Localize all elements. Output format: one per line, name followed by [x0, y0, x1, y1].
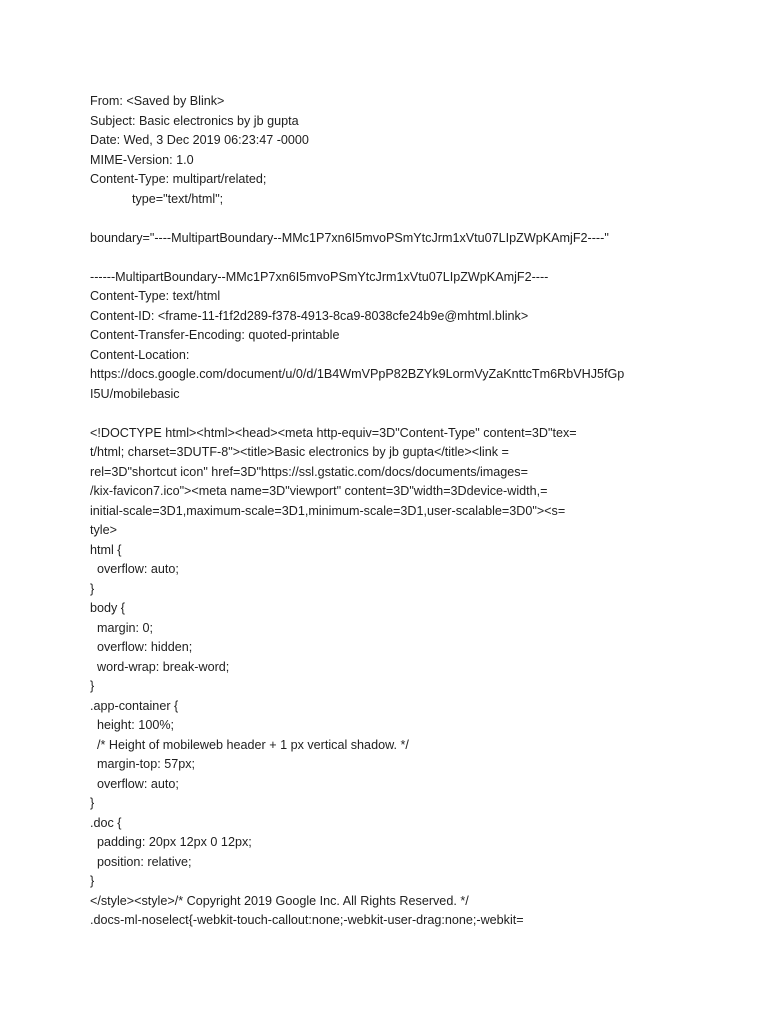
text-line: From: <Saved by Blink>: [90, 94, 225, 108]
text-line: overflow: auto;: [90, 776, 179, 791]
text-line: .doc {: [90, 815, 122, 830]
text-line: Content-Transfer-Encoding: quoted-printable: [90, 328, 340, 342]
text-line: /kix-favicon7.ico"><meta name=3D"viewport" content=3D"width=3Ddevice-width,=: [90, 484, 548, 498]
document-text: [90, 92, 730, 931]
text-line: <!DOCTYPE html><html><head><meta http-equiv=3D"Content-Type" content=3D"tex=: [90, 425, 577, 440]
text-line: .docs-ml-noselect{-webkit-touch-callout:none;-webkit-user-drag:none;-webkit=: [90, 913, 524, 927]
text-line: Date: Wed, 3 Dec 2019 06:23:47 -0000: [90, 133, 309, 147]
text-line: Content-Type: text/html: [90, 289, 221, 303]
text-line: overflow: hidden;: [90, 640, 193, 654]
text-line: }: [90, 874, 95, 888]
text-line: Content-Location:: [90, 347, 190, 362]
text-line: type="text/html";: [90, 191, 224, 206]
text-line: I5U/mobilebasic: [90, 386, 180, 401]
text-line: ------MultipartBoundary--MMc1P7xn6I5mvoPSmYtcJrm1xVtu07LIpZWpKAmjF2----: [90, 269, 549, 284]
text-line: /* Height of mobileweb header + 1 px vertical shadow. */: [90, 737, 409, 752]
text-line: overflow: auto;: [90, 562, 179, 576]
text-line: padding: 20px 12px 0 12px;: [90, 835, 252, 849]
text-line: </style><style>/* Copyright 2019 Google Inc. All Rights Reserved. */: [90, 893, 469, 908]
text-line: }: [90, 796, 95, 810]
text-line: MIME-Version: 1.0: [90, 152, 194, 167]
text-line: }: [90, 581, 95, 596]
text-line: margin-top: 57px;: [90, 757, 195, 771]
text-line: .app-container {: [90, 698, 179, 713]
text-line: t/html; charset=3DUTF-8"><title>Basic electronics by jb gupta</title><link =: [90, 445, 509, 459]
text-line: boundary="----MultipartBoundary--MMc1P7xn6I5mvoPSmYtcJrm1xVtu07LIpZWpKAmjF2----": [90, 230, 609, 245]
text-line: margin: 0;: [90, 620, 153, 635]
text-line: body {: [90, 601, 126, 615]
text-line: html {: [90, 542, 122, 557]
text-line: height: 100%;: [90, 718, 175, 732]
text-line: position: relative;: [90, 854, 192, 869]
text-line: https://docs.google.com/document/u/0/d/1B4WmVPpP82BZYk9LormVyZaKnttcTm6RbVHJ5fGp: [90, 367, 625, 381]
text-line: Subject: Basic electronics by jb gupta: [90, 113, 299, 128]
text-line: initial-scale=3D1,maximum-scale=3D1,minimum-scale=3D1,user-scalable=3D0"><s=: [90, 503, 566, 518]
blank-line: [90, 209, 730, 229]
text-line: }: [90, 679, 95, 693]
blank-line: [90, 404, 730, 424]
text-line: tyle>: [90, 523, 117, 537]
text-line: Content-Type: multipart/related;: [90, 172, 267, 186]
blank-line: [90, 248, 730, 268]
text-line: word-wrap: break-word;: [90, 659, 230, 674]
text-line: Content-ID: <frame-11-f1f2d289-f378-4913-8ca9-8038cfe24b9e@mhtml.blink>: [90, 308, 529, 323]
text-line: rel=3D"shortcut icon" href=3D"https://ssl.gstatic.com/docs/documents/images=: [90, 464, 528, 479]
